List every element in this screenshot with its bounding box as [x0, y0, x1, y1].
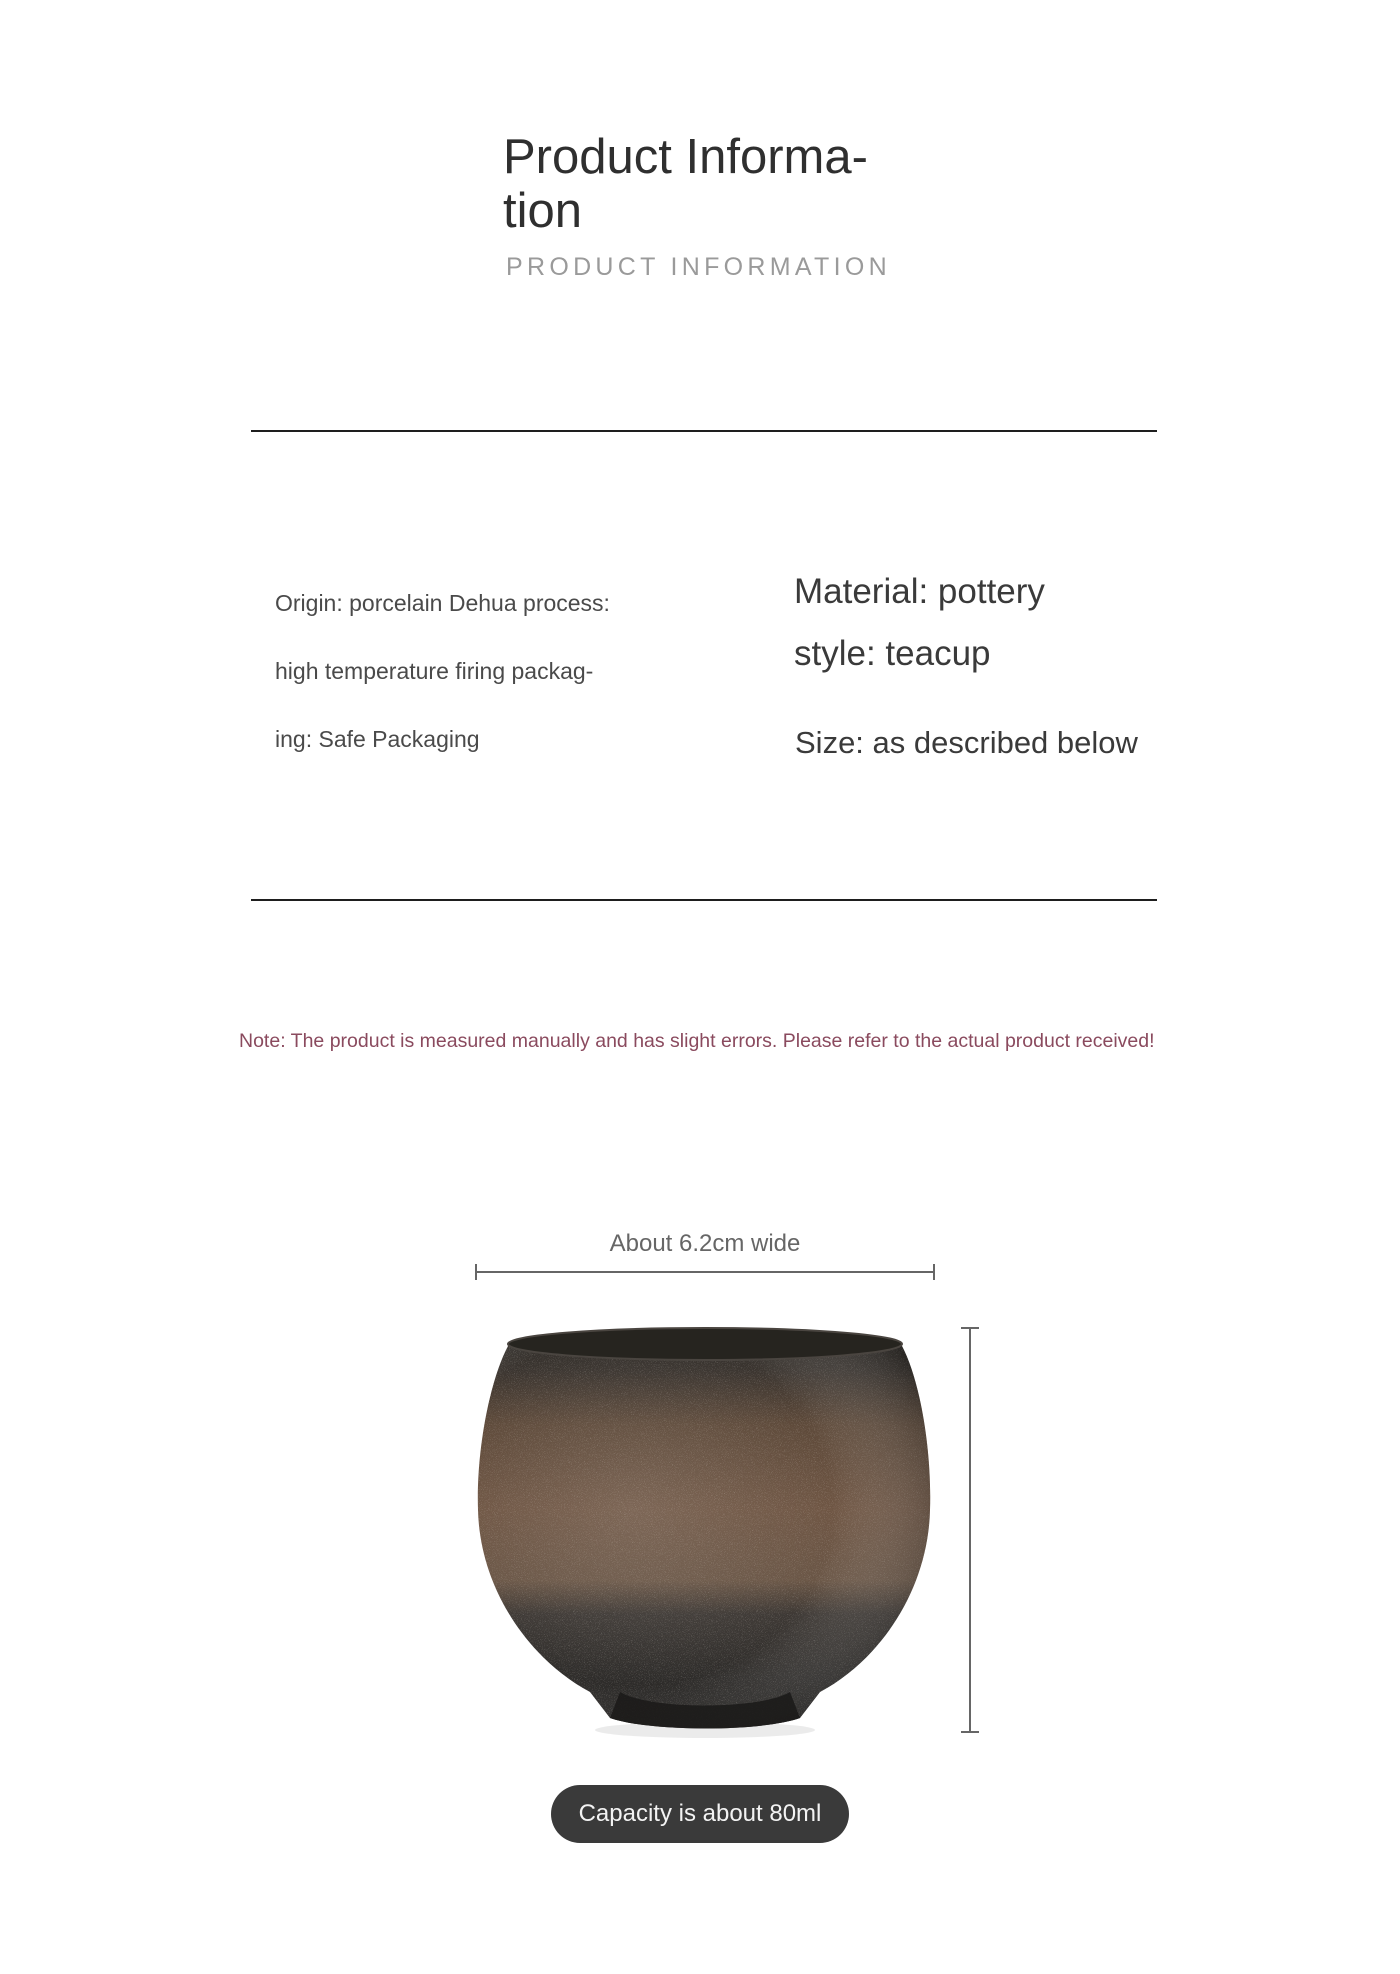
spec-origin-block	[275, 569, 635, 773]
width-label: About 6.2cm wide	[609, 1230, 801, 1257]
height-dimension-line	[958, 1324, 982, 1736]
capacity-badge: Capacity is about 80ml	[551, 1785, 849, 1843]
divider-bottom	[251, 899, 1157, 901]
teacup-image	[470, 1320, 940, 1740]
measurement-note: Note: The product is measured manually and has slight errors. Please refer to the actual product received!	[239, 1030, 1155, 1052]
spec-material: Material: pottery	[794, 572, 1045, 611]
page-subtitle: PRODUCT INFORMATION	[506, 253, 891, 281]
divider-top	[251, 430, 1157, 432]
spec-line: Origin: porcelain Dehua process:	[275, 590, 610, 616]
spec-style: style: teacup	[794, 634, 991, 673]
spec-line: high temperature firing packag-	[275, 658, 594, 684]
width-dimension-line	[470, 1260, 940, 1284]
spec-size: Size: as described below	[795, 725, 1138, 760]
spec-line: ing: Safe Packaging	[275, 726, 480, 752]
page-title: Product Informa- tion	[503, 130, 868, 238]
